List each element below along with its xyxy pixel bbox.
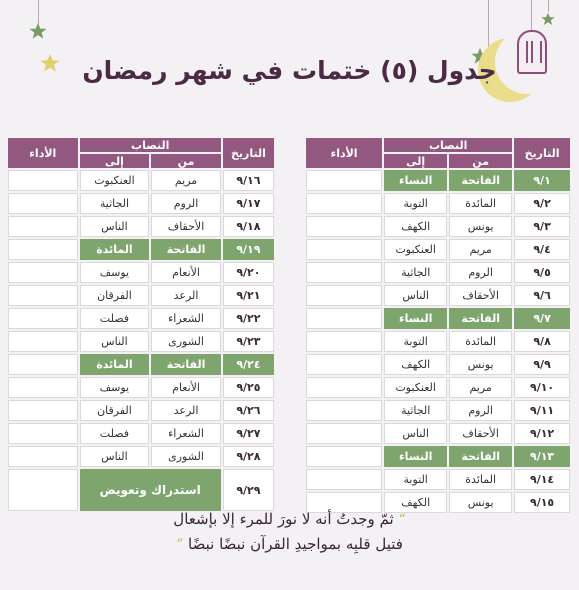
date-cell: ٩/٢١	[223, 285, 274, 306]
to-cell: الجاثية	[384, 262, 447, 283]
from-cell: يونس	[449, 216, 512, 237]
schedule-table-right	[304, 136, 572, 515]
from-cell: الشعراء	[151, 308, 221, 329]
table-row	[8, 216, 274, 237]
performance-cell[interactable]	[306, 423, 382, 444]
table-row	[306, 377, 570, 398]
table-row	[306, 308, 570, 329]
to-cell: الناس	[384, 285, 447, 306]
from-cell: الأحقاف	[449, 423, 512, 444]
date-cell: ٩/١٩	[223, 239, 274, 260]
from-cell: مريم	[151, 170, 221, 191]
hanging-string	[488, 0, 489, 50]
performance-cell[interactable]	[306, 469, 382, 490]
from-cell: الروم	[449, 400, 512, 421]
date-cell: ٩/١٦	[223, 170, 274, 191]
table-row	[8, 308, 274, 329]
to-header: إلى	[384, 154, 447, 168]
table-row	[8, 446, 274, 467]
table-row	[306, 216, 570, 237]
date-cell: ٩/٩	[514, 354, 570, 375]
date-cell: ٩/٨	[514, 331, 570, 352]
from-cell: الشورى	[151, 446, 221, 467]
to-cell: التوبة	[384, 469, 447, 490]
date-header: التاريخ	[223, 138, 274, 168]
from-cell: الروم	[151, 193, 221, 214]
table-row	[8, 262, 274, 283]
nisab-header: النصاب	[80, 138, 221, 152]
performance-cell[interactable]	[8, 170, 78, 191]
to-cell: يوسف	[80, 262, 150, 283]
performance-cell[interactable]	[8, 193, 78, 214]
from-cell: الفاتحة	[449, 308, 512, 329]
date-cell: ٩/٢٦	[223, 400, 274, 421]
table-row	[306, 423, 570, 444]
table-row	[306, 400, 570, 421]
page-title: جدول (٥) ختمات في شهر رمضان	[82, 56, 497, 85]
performance-cell[interactable]	[8, 423, 78, 444]
date-cell: ٩/٢٧	[223, 423, 274, 444]
date-cell: ٩/٥	[514, 262, 570, 283]
date-cell: ٩/٢٨	[223, 446, 274, 467]
to-cell: التوبة	[384, 331, 447, 352]
quote-line-1	[0, 510, 579, 528]
to-cell: العنكبوت	[384, 377, 447, 398]
to-cell: الناس	[80, 216, 150, 237]
date-cell: ٩/٢٤	[223, 354, 274, 375]
hanging-string	[548, 0, 549, 12]
from-cell: الأنعام	[151, 377, 221, 398]
performance-cell[interactable]	[306, 354, 382, 375]
performance-cell[interactable]	[306, 400, 382, 421]
hanging-string	[531, 0, 532, 30]
performance-cell[interactable]	[8, 377, 78, 398]
from-cell: يونس	[449, 492, 512, 513]
to-header: إلى	[80, 154, 150, 168]
to-cell: الجاثية	[384, 400, 447, 421]
date-cell: ٩/١٣	[514, 446, 570, 467]
to-cell: الناس	[80, 331, 150, 352]
makeup-cell: استدراك وتعويض	[80, 469, 221, 511]
to-cell: الفرقان	[80, 285, 150, 306]
star-icon	[29, 22, 47, 40]
performance-cell[interactable]	[8, 239, 78, 260]
performance-cell[interactable]	[8, 354, 78, 375]
date-cell: ٩/١٥	[514, 492, 570, 513]
to-cell: النساء	[384, 308, 447, 329]
to-cell: الناس	[384, 423, 447, 444]
table-row	[8, 285, 274, 306]
table-row	[306, 469, 570, 490]
date-header: التاريخ	[514, 138, 570, 168]
from-header: من	[151, 154, 221, 168]
from-cell: الفاتحة	[449, 170, 512, 191]
to-cell: فصلت	[80, 423, 150, 444]
date-cell: ٩/١٢	[514, 423, 570, 444]
date-cell: ٩/١٤	[514, 469, 570, 490]
performance-cell[interactable]	[306, 193, 382, 214]
table-row	[306, 354, 570, 375]
from-cell: الرعد	[151, 400, 221, 421]
from-cell: الفاتحة	[151, 239, 221, 260]
performance-cell[interactable]	[306, 285, 382, 306]
from-cell: يونس	[449, 354, 512, 375]
table-row	[306, 285, 570, 306]
performance-cell[interactable]	[306, 170, 382, 191]
from-cell: الفاتحة	[449, 446, 512, 467]
performance-cell[interactable]	[306, 331, 382, 352]
to-cell: يوسف	[80, 377, 150, 398]
performance-cell[interactable]	[8, 285, 78, 306]
star-icon	[541, 12, 555, 26]
to-cell: الجاثية	[80, 193, 150, 214]
date-cell: ٩/١٠	[514, 377, 570, 398]
to-cell: العنكبوت	[384, 239, 447, 260]
table-row	[8, 354, 274, 375]
table-row	[8, 170, 274, 191]
hanging-string	[38, 0, 39, 24]
quote-text-2: فتيل قلبِه بمواجيدِ القرآن نبضًا نبضًا	[188, 535, 403, 553]
from-cell: المائدة	[449, 469, 512, 490]
from-cell: الرعد	[151, 285, 221, 306]
from-cell: مريم	[449, 239, 512, 260]
date-cell: ٩/٢٢	[223, 308, 274, 329]
performance-cell[interactable]	[306, 262, 382, 283]
table-row	[8, 193, 274, 214]
from-cell: المائدة	[449, 193, 512, 214]
table-row	[8, 400, 274, 421]
from-cell: الأحقاف	[449, 285, 512, 306]
performance-cell[interactable]	[8, 216, 78, 237]
table-row	[8, 469, 274, 511]
quote-line-2	[0, 535, 579, 553]
date-cell: ٩/٢	[514, 193, 570, 214]
table-row	[306, 262, 570, 283]
date-cell: ٩/٦	[514, 285, 570, 306]
quote-text-1: ثمّ وجدتُ أنه لا نورَ للمرء إلا بإشعال	[173, 510, 394, 528]
from-cell: الشعراء	[151, 423, 221, 444]
date-cell: ٩/٧	[514, 308, 570, 329]
to-cell: العنكبوت	[80, 170, 150, 191]
from-cell: الأنعام	[151, 262, 221, 283]
from-cell: الشورى	[151, 331, 221, 352]
performance-cell[interactable]	[306, 446, 382, 467]
nisab-header: النصاب	[384, 138, 512, 152]
date-cell: ٩/٢٥	[223, 377, 274, 398]
date-cell: ٩/١٨	[223, 216, 274, 237]
from-header: من	[449, 154, 512, 168]
performance-cell[interactable]	[306, 308, 382, 329]
to-cell: المائدة	[80, 239, 150, 260]
table-row	[306, 331, 570, 352]
from-cell: مريم	[449, 377, 512, 398]
performance-cell[interactable]	[306, 216, 382, 237]
table-row	[8, 239, 274, 260]
performance-cell[interactable]	[306, 377, 382, 398]
table-row	[306, 239, 570, 260]
close-quote-mark: ”	[176, 537, 184, 553]
table-row	[306, 193, 570, 214]
date-cell: ٩/١٧	[223, 193, 274, 214]
date-cell: ٩/٢٠	[223, 262, 274, 283]
table-row	[306, 170, 570, 191]
from-cell: المائدة	[449, 331, 512, 352]
table-row	[306, 446, 570, 467]
date-cell: ٩/١١	[514, 400, 570, 421]
performance-cell[interactable]	[8, 400, 78, 421]
to-cell: الكهف	[384, 216, 447, 237]
schedule-table-left	[6, 136, 276, 513]
date-cell: ٩/٣	[514, 216, 570, 237]
performance-cell[interactable]	[306, 239, 382, 260]
to-cell: التوبة	[384, 193, 447, 214]
from-cell: الأحقاف	[151, 216, 221, 237]
to-cell: الناس	[80, 446, 150, 467]
table-row	[8, 331, 274, 352]
date-cell: ٩/٢٣	[223, 331, 274, 352]
performance-cell[interactable]	[8, 308, 78, 329]
to-cell: فصلت	[80, 308, 150, 329]
date-cell: ٩/٢٩	[223, 469, 274, 511]
from-cell: الروم	[449, 262, 512, 283]
performance-cell[interactable]	[8, 262, 78, 283]
table-row	[8, 423, 274, 444]
performance-header: الأداء	[306, 138, 382, 168]
to-cell: النساء	[384, 170, 447, 191]
open-quote-mark: “	[398, 512, 406, 528]
from-cell: الفاتحة	[151, 354, 221, 375]
to-cell: الكهف	[384, 492, 447, 513]
to-cell: النساء	[384, 446, 447, 467]
performance-header: الأداء	[8, 138, 78, 168]
performance-cell[interactable]	[8, 469, 78, 511]
performance-cell[interactable]	[8, 446, 78, 467]
date-cell: ٩/٤	[514, 239, 570, 260]
to-cell: المائدة	[80, 354, 150, 375]
to-cell: الفرقان	[80, 400, 150, 421]
date-cell: ٩/١	[514, 170, 570, 191]
table-row	[8, 377, 274, 398]
to-cell: الكهف	[384, 354, 447, 375]
performance-cell[interactable]	[8, 331, 78, 352]
